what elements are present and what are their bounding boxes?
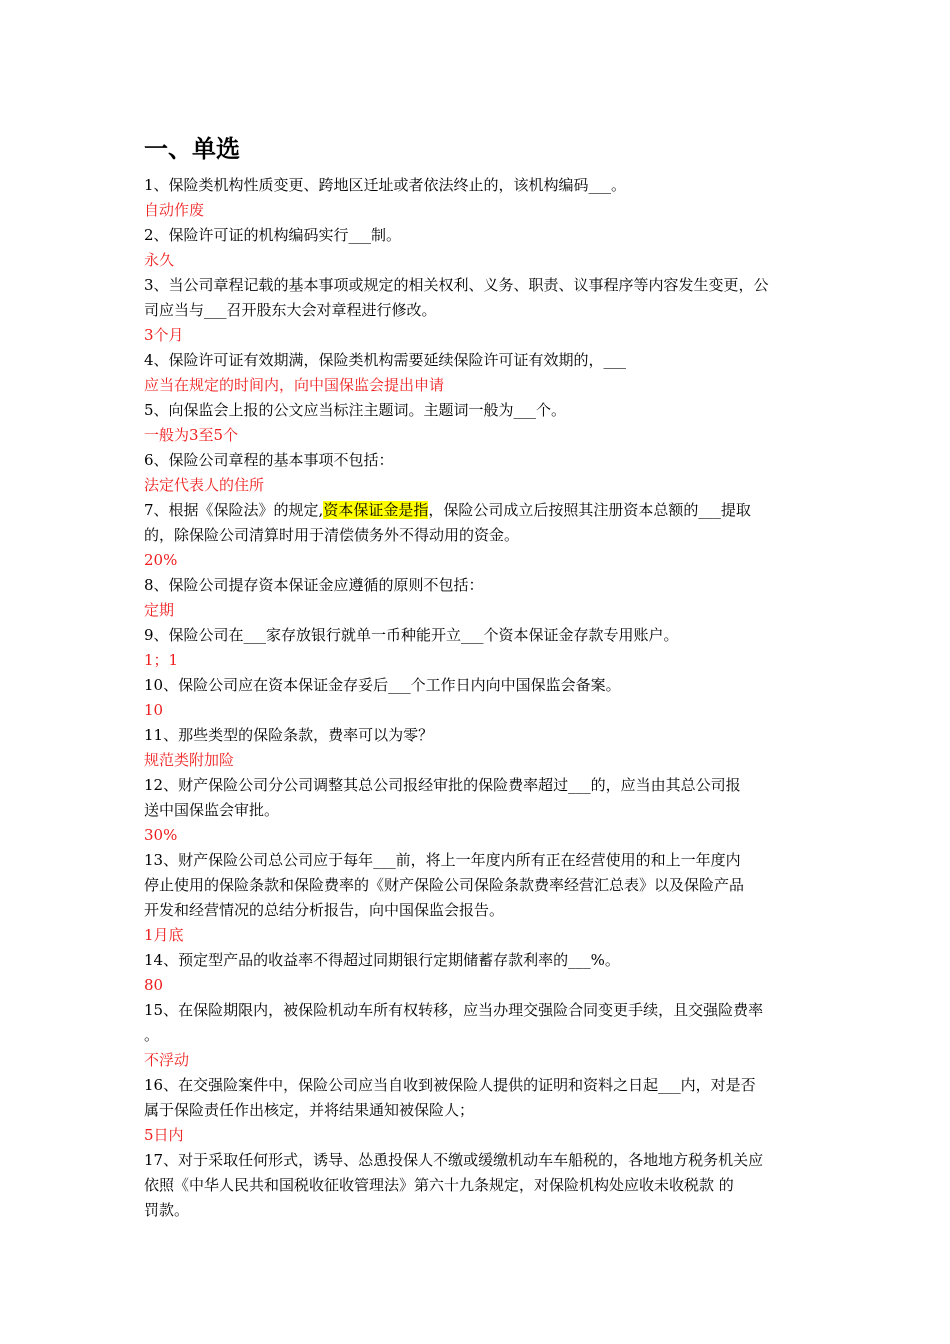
question-text: 10、保险公司应在资本保证金存妥后___个工作日内向中国保监会备案。 [144, 676, 621, 694]
question-text: 依照《中华人民共和国税收征收管理法》第六十九条规定，对保险机构处应收未收税款 的 [144, 1176, 734, 1194]
answer-text: 一般为3至5个 [144, 426, 239, 444]
answer-text: 自动作废 [144, 201, 205, 219]
question-text: 12、财产保险公司分公司调整其总公司报经审批的保险费率超过___的，应当由其总公司报 [144, 776, 741, 794]
question-text: 6、保险公司章程的基本事项不包括： [144, 451, 394, 469]
question-text: 2、保险许可证的机构编码实行___制。 [144, 226, 402, 244]
answer-text: 应当在规定的时间内，向中国保监会提出申请 [144, 376, 445, 394]
question-text: 16、在交强险案件中，保险公司应当自收到被保险人提供的证明和资料之日起___内，对是否 [144, 1076, 756, 1094]
highlighted-text: 资本保证金是指 [323, 501, 429, 519]
question-text: 9、保险公司在___家存放银行就单一币种能开立___个资本保证金存款专用账户。 [144, 626, 679, 644]
question-text: 17、对于采取任何形式，诱导、怂恿投保人不缴或缓缴机动车车船税的，各地地方税务机关应 [144, 1151, 764, 1169]
question-text: 11、那些类型的保险条款，费率可以为零？ [144, 726, 434, 744]
question-text: 开发和经营情况的总结分析报告，向中国保监会报告。 [144, 901, 505, 919]
answer-text: 规范类附加险 [144, 751, 235, 769]
question-text: 1、保险类机构性质变更、跨地区迁址或者依法终止的，该机构编码___。 [144, 176, 627, 194]
answer-text: 1；1 [144, 651, 179, 669]
question-text: 13、财产保险公司总公司应于每年___前，将上一年度内所有正在经营使用的和上一年度内 [144, 851, 741, 869]
question-text: 3、当公司章程记载的基本事项或规定的相关权利、义务、职责、议事程序等内容发生变更，公 [144, 276, 769, 294]
answer-text: 3个月 [144, 326, 184, 344]
question-text: 5、向保监会上报的公文应当标注主题词。主题词一般为___个。 [144, 401, 567, 419]
section-heading: 一、单选 [144, 135, 240, 163]
answer-text: 法定代表人的住所 [144, 476, 265, 494]
answer-text: 1月底 [144, 926, 184, 944]
question-text [144, 498, 808, 523]
question-text-part: ，保险公司成立后按照其注册资本总额的___提取 [428, 501, 751, 519]
question-text: 罚款。 [144, 1201, 190, 1219]
answer-text: 10 [144, 701, 164, 719]
question-text: 送中国保监会审批。 [144, 801, 280, 819]
question-text: 的，除保险公司清算时用于清偿债务外不得动用的资金。 [144, 526, 520, 544]
question-text: 8、保险公司提存资本保证金应遵循的原则不包括： [144, 576, 484, 594]
answer-text: 定期 [144, 601, 175, 619]
question-text: 停止使用的保险条款和保险费率的《财产保险公司保险条款费率经营汇总表》以及保险产品 [144, 876, 745, 894]
question-text: 属于保险责任作出核定，并将结果通知被保险人； [144, 1101, 475, 1119]
question-text: 。 [144, 1026, 160, 1044]
answer-text: 不浮动 [144, 1051, 190, 1069]
question-list [144, 173, 808, 1223]
question-text: 15、在保险期限内，被保险机动车所有权转移，应当办理交强险合同变更手续，且交强险费率 [144, 1001, 764, 1019]
answer-text: 永久 [144, 251, 175, 269]
answer-text: 80 [144, 976, 164, 994]
answer-text: 5日内 [144, 1126, 184, 1144]
question-text: 14、预定型产品的收益率不得超过同期银行定期储蓄存款利率的___%。 [144, 951, 620, 969]
answer-text: 30% [144, 826, 178, 844]
question-text: 4、保险许可证有效期满，保险类机构需要延续保险许可证有效期的，___ [144, 351, 627, 369]
answer-text: 20% [144, 551, 178, 569]
question-text-part: 7、根据《保险法》的规定, [144, 501, 324, 519]
question-text: 司应当与___召开股东大会对章程进行修改。 [144, 301, 437, 319]
